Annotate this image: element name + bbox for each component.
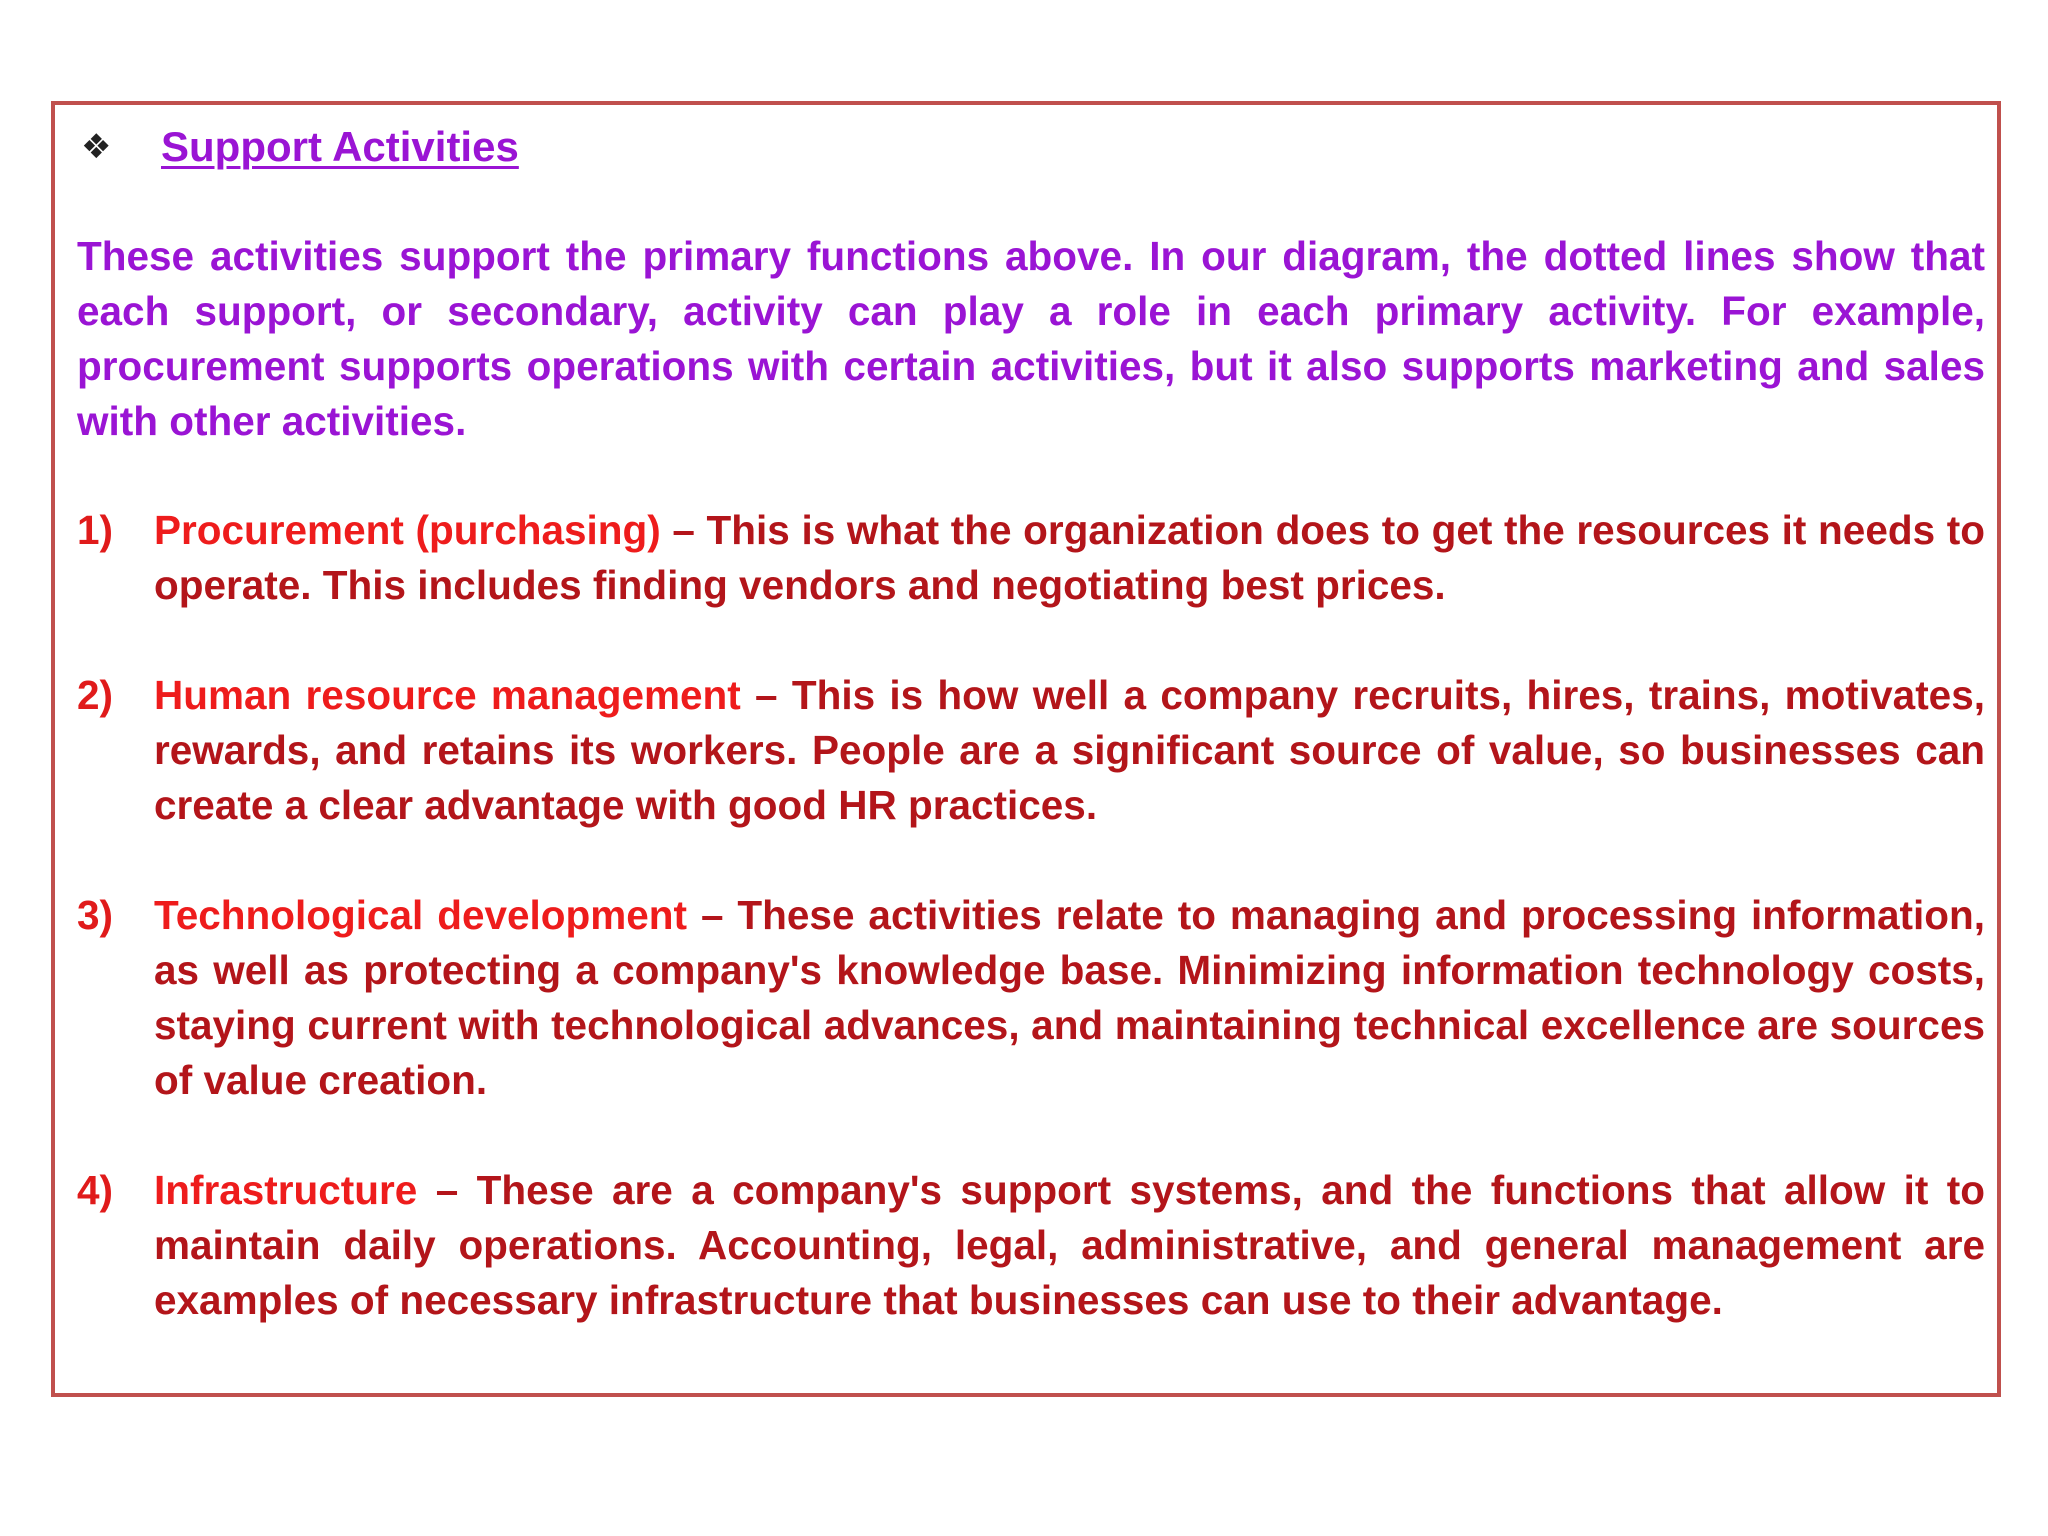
section-heading: Support Activities xyxy=(161,123,519,170)
four-diamond-bullet-icon: ❖ xyxy=(81,128,112,166)
item-term: Human resource management xyxy=(154,672,741,718)
item-body xyxy=(154,668,1985,833)
item-text: – This is what the organization does to get the resources it needs to operate. This includes finding vendors and negotiating best prices. xyxy=(154,507,1985,608)
item-number: 3) xyxy=(77,892,114,938)
heading-row xyxy=(77,119,1985,175)
list-item xyxy=(77,888,1985,1108)
list-item xyxy=(77,503,1985,613)
item-term: Infrastructure xyxy=(154,1167,418,1213)
item-text: – These are a company's support systems, and the functions that allow it to maintain daily operations. Accounting, legal, administrative, and general management are examples of necessary infrastructure that businesses can use to their advantage. xyxy=(154,1167,1985,1323)
item-body xyxy=(154,1163,1985,1328)
item-number: 4) xyxy=(77,1167,114,1213)
item-text: – These activities relate to managing and processing information, as well as protecting a company's knowledge base. Minimizing information technology costs, staying current with technological advances, and maintaining technical excellence are sources of value creation. xyxy=(154,892,1986,1103)
intro-paragraph: These activities support the primary functions above. In our diagram, the dotted lines show that each support, or secondary, activity can play a role in each primary activity. For example, procurement supports operations with certain activities, but it also supports marketing and sales with other activities. xyxy=(77,233,1985,444)
support-activities-list xyxy=(77,503,1985,1328)
list-item xyxy=(77,1163,1985,1328)
item-body xyxy=(154,503,1985,613)
item-text: – This is how well a company recruits, hires, trains, motivates, rewards, and retains its workers. People are a significant source of value, so businesses can create a clear advantage with good HR practices. xyxy=(154,672,1985,828)
item-number: 1) xyxy=(77,507,114,553)
content-area xyxy=(77,119,1985,1328)
item-number: 2) xyxy=(77,672,114,718)
item-term: Procurement (purchasing) xyxy=(154,507,661,553)
item-body xyxy=(154,888,1985,1108)
content-frame xyxy=(51,101,2001,1397)
list-item xyxy=(77,668,1985,833)
item-term: Technological development xyxy=(154,892,688,938)
